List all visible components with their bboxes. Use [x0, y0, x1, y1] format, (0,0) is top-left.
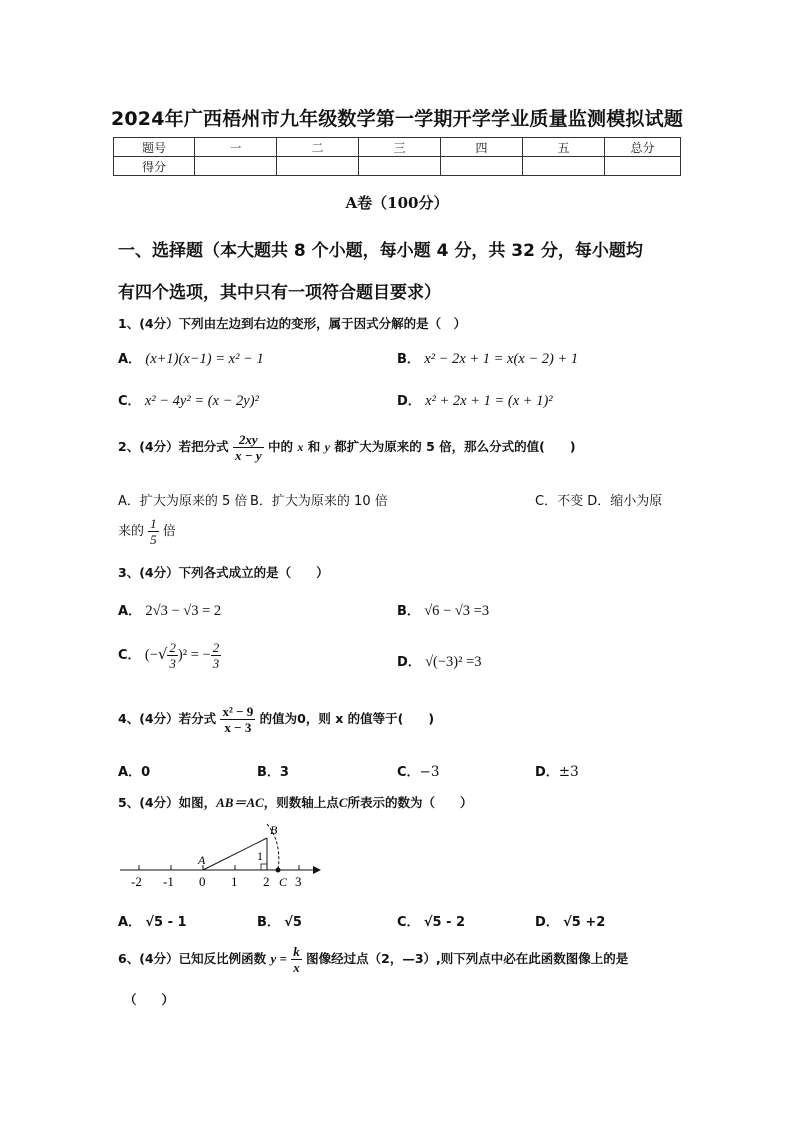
fraction-numerator: x² − 9 [222, 704, 254, 719]
option-letter: D． [535, 765, 559, 780]
question-5-option-c [397, 911, 465, 930]
option-letter: A． [118, 604, 142, 619]
fraction [233, 432, 264, 463]
stem-text: 来的 [118, 524, 145, 539]
section-heading: A卷（100分） [345, 194, 449, 212]
score-entry-cell[interactable] [277, 157, 359, 176]
question-2-option-a: A．扩大为原来的 5 倍 [118, 494, 248, 509]
question-5-stem [118, 792, 473, 811]
stem-math: AB＝AC [216, 795, 264, 810]
fraction-numerator: 2 [212, 640, 220, 655]
stem-text: 的值为0，则 x 的值等于( ) [259, 711, 435, 726]
question-4-stem [118, 704, 434, 735]
question-4-option-b [257, 761, 289, 780]
stem-text: ，则数轴上点 [263, 795, 339, 810]
stem-text: 2、(4分）若把分式 [118, 439, 229, 454]
table-cell: 二 [277, 138, 359, 157]
option-letter: A． [118, 765, 142, 780]
question-2-option-d-continued [118, 516, 176, 547]
fraction-denominator: 3 [169, 656, 176, 671]
question-3-option-b [397, 600, 489, 620]
table-cell: 五 [523, 138, 605, 157]
table-cell: 总分 [605, 138, 681, 157]
question-3-stem: 3、(4分）下列各式成立的是（ ） [118, 565, 329, 580]
option-text: 3 [279, 765, 289, 780]
side-length-label: 1 [257, 849, 263, 863]
fraction-denominator: x [293, 960, 300, 975]
question-2-option-cd: C．不变 D．缩小为原 [535, 494, 663, 509]
stem-text: 4、(4分）若分式 [118, 711, 217, 726]
option-letter: A． [118, 915, 142, 930]
option-letter: D． [535, 915, 559, 930]
option-text: √5 [284, 915, 302, 930]
question-3-option-d [397, 651, 482, 671]
table-cell: 一 [195, 138, 277, 157]
question-2-option-b: B．扩大为原来的 10 倍 [250, 494, 388, 509]
page-title: 2024年广西梧州市九年级数学第一学期开学学业质量监测模拟试题 [110, 108, 684, 130]
option-text: √5 +2 [563, 915, 606, 930]
point-label-a: A [198, 853, 206, 867]
sqrt-icon: √ [157, 645, 168, 663]
score-entry-cell[interactable] [523, 157, 605, 176]
fraction [167, 640, 178, 671]
option-text: −3 [419, 764, 440, 780]
point-c-dot [276, 868, 281, 873]
fraction-denominator: 5 [150, 532, 157, 547]
fraction-numerator: 2 [169, 640, 176, 655]
tick-label: 2 [263, 874, 270, 889]
stem-text: 5、(4分）如图， [118, 795, 217, 810]
fraction-denominator: 3 [212, 656, 220, 671]
question-1-option-b [397, 348, 578, 368]
score-entry-cell[interactable] [195, 157, 277, 176]
fraction [291, 944, 302, 975]
score-entry-cell[interactable] [605, 157, 681, 176]
tick-label: 0 [199, 874, 206, 889]
point-label-c: C [279, 875, 288, 889]
option-letter: B． [397, 604, 420, 619]
option-text: √6 − √3 =3 [424, 603, 490, 619]
option-text: (x+1)(x−1) = x² − 1 [145, 351, 264, 367]
expr-part: (− [144, 647, 158, 663]
option-text: x² + 2x + 1 = (x + 1)² [425, 393, 553, 409]
question-3-option-a [118, 600, 221, 620]
question-5-option-b [257, 911, 302, 930]
option-text: 2√3 − √3 = 2 [145, 603, 222, 619]
table-cell: 得分 [114, 157, 195, 176]
score-table-score-row [114, 157, 681, 176]
fraction-numerator: 2xy [233, 432, 264, 448]
fraction [148, 516, 159, 547]
question-1-option-d [397, 390, 553, 410]
stem-text: 都扩大为原来的 5 倍，那么分式的值( ) [334, 439, 576, 454]
stem-math: C [338, 795, 348, 810]
option-letter: C． [397, 915, 420, 930]
stem-text: 倍 [162, 524, 176, 539]
fraction-denominator: x − 3 [224, 720, 252, 735]
question-6-stem-line2: （ ） [124, 992, 175, 1007]
tick-label: -1 [163, 874, 174, 889]
question-4-option-a [118, 761, 150, 780]
fraction-numerator: k [293, 944, 300, 959]
question-3-option-c [118, 640, 221, 671]
option-letter: C． [118, 648, 141, 663]
fraction [220, 704, 255, 735]
option-text: ±3 [558, 764, 579, 780]
number-line-figure [118, 818, 328, 893]
fraction-numerator: 1 [150, 516, 157, 531]
option-letter: D． [397, 394, 421, 409]
fraction-denominator: x − y [234, 448, 262, 463]
option-text: √5 - 1 [145, 915, 187, 930]
stem-text: 6、(4分）已知反比例函数 [118, 951, 267, 966]
question-4-option-c [397, 761, 439, 780]
table-cell: 题号 [114, 138, 195, 157]
option-text: √(−3)² =3 [425, 654, 482, 670]
question-1-option-c [118, 390, 259, 410]
part-heading [118, 230, 688, 314]
tick-label: 1 [231, 874, 238, 889]
option-letter: C． [118, 394, 141, 409]
question-4-option-d [535, 761, 579, 780]
question-5-option-a [118, 911, 187, 930]
option-letter: B． [257, 915, 280, 930]
question-1-stem: 1、(4分）下列由左边到右边的变形，属于因式分解的是（ ） [118, 316, 467, 331]
part-heading-line: 一、选择题（本大题共 8 个小题，每小题 4 分，共 32 分，每小题均 [118, 241, 643, 261]
table-cell: 四 [441, 138, 523, 157]
question-5-option-d [535, 911, 605, 930]
score-entry-cell[interactable] [359, 157, 441, 176]
option-letter: B． [257, 765, 280, 780]
option-letter: C． [397, 765, 420, 780]
axis-arrow-icon [313, 866, 321, 874]
option-text: √5 - 2 [423, 915, 466, 930]
fraction [211, 640, 222, 671]
option-letter: A． [118, 352, 142, 367]
option-letter: D． [397, 655, 421, 670]
score-table [113, 137, 681, 176]
function-lhs: y = [270, 951, 287, 966]
part-heading-line: 有四个选项，其中只有一项符合题目要求） [118, 283, 441, 303]
stem-text: 中的 [267, 439, 293, 454]
variable: x [297, 440, 304, 454]
stem-text: 所表示的数为（ ） [347, 795, 473, 810]
variable: y [324, 440, 330, 454]
stem-text: 和 [307, 439, 321, 454]
question-2-stem [118, 432, 576, 463]
option-letter: B． [397, 352, 420, 367]
table-cell: 三 [359, 138, 441, 157]
question-1-option-a [118, 348, 264, 368]
expr-part: )² = − [177, 647, 211, 663]
question-6-stem [118, 944, 628, 975]
tick-label: -2 [131, 874, 142, 889]
score-entry-cell[interactable] [441, 157, 523, 176]
score-table-header-row [114, 138, 681, 157]
tick-label: 3 [295, 874, 302, 889]
stem-text: 图像经过点（2，—3）,则下列点中必在此函数图像上的是 [306, 951, 629, 966]
option-text: x² − 4y² = (x − 2y)² [144, 393, 259, 409]
right-angle-icon [261, 864, 267, 870]
option-text: 0 [141, 765, 151, 780]
point-label-b: B [270, 823, 278, 837]
option-text: x² − 2x + 1 = x(x − 2) + 1 [424, 351, 579, 367]
